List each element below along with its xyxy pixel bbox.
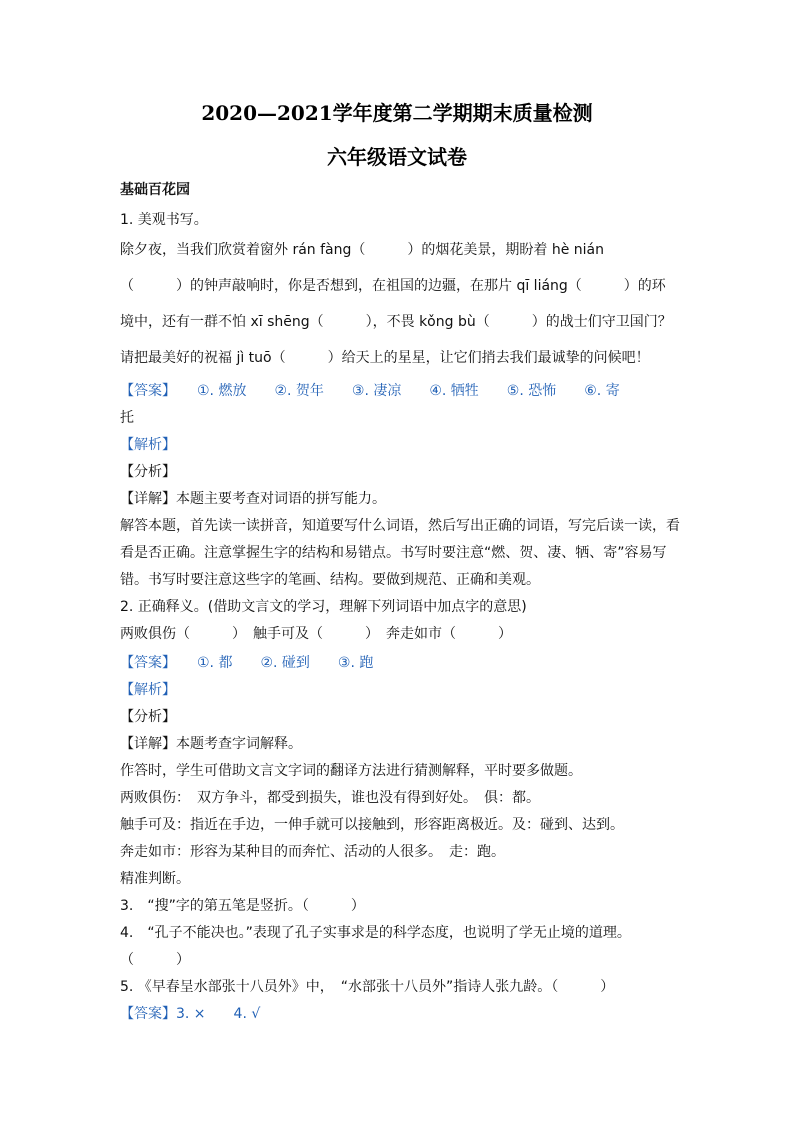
exam-subtitle: 六年级语文试卷 (327, 145, 467, 169)
q1-text-line: 境中，还有一群不怕 xī shēng（ ），不畏 kǒng bù（ ）的战士们守卫国门？ (120, 314, 672, 330)
q1-answer: 【答案】 ①. 燃放 ②. 贺年 ③. 凄凉 ④. 牺牲 ⑤. 恐怖 ⑥. 寄 (120, 383, 620, 399)
question-4-blank: （ ） (120, 952, 190, 968)
q1-detail-line: 看是否正确。注意掌握生字的结构和易错点。书写时要注意“燃、贺、凄、牺、寄”容易写 (120, 545, 667, 561)
q3-5-answer: 【答案】3. × 4. √ (120, 1006, 261, 1022)
q1-detail-line: 解答本题，首先读一读拼音，知道要写什么词语，然后写出正确的词语，写完后读一读，看 (120, 518, 680, 534)
exam-title: 2020—2021学年度第二学期期末质量检测 (201, 101, 593, 125)
q2-conclusion: 精准判断。 (120, 871, 190, 887)
q2-detail: 【详解】本题考查字词解释。 (120, 736, 302, 752)
q1-detail-line: 错。书写时要注意这些字的笔画、结构。要做到规范、正确和美观。 (120, 572, 540, 588)
q2-detail-line: 奔走如市：形容为某种目的而奔忙、活动的人很多。 走：跑。 (120, 844, 505, 860)
q2-detail-line: 触手可及：指近在手边，一伸手就可以接触到，形容距离极近。及：碰到、达到。 (120, 817, 624, 833)
question-2-title: 2. 正确释义。(借助文言文的学习，理解下列词语中加点字的意思) (120, 599, 527, 615)
q1-detail: 【详解】本题主要考查对词语的拼写能力。 (120, 491, 386, 507)
q1-fenxi-label: 【分析】 (120, 464, 176, 480)
q1-text-line: （ ）的钟声敲响时，你是否想到，在祖国的边疆，在那片 qī liáng（ ）的环 (120, 278, 666, 294)
section-heading: 基础百花园 (120, 182, 190, 198)
question-1-title: 1. 美观书写。 (120, 212, 208, 228)
q2-detail-line: 两败俱伤： 双方争斗，都受到损失，谁也没有得到好处。 俱：都。 (120, 790, 540, 806)
q2-items: 两败俱伤（ ） 触手可及（ ） 奔走如市（ ） (120, 626, 512, 642)
q2-answer: 【答案】 ①. 都 ②. 碰到 ③. 跑 (120, 655, 374, 671)
q2-detail-line: 作答时，学生可借助文言文字词的翻译方法进行猜测解释，平时要多做题。 (120, 763, 582, 779)
q2-analysis-label: 【解析】 (120, 682, 176, 698)
q1-analysis-label: 【解析】 (120, 437, 176, 453)
q1-text-line: 请把最美好的祝福 jì tuō（ ）给天上的星星，让它们捎去我们最诚挚的问候吧！ (120, 350, 650, 366)
q2-fenxi-label: 【分析】 (120, 709, 176, 725)
question-4: 4. “孔子不能决也。”表现了孔子实事求是的科学态度，也说明了学无止境的道理。 (120, 925, 631, 941)
q1-text-line: 除夕夜，当我们欣赏着窗外 rán fàng（ ）的烟花美景，期盼着 hè nián (120, 242, 604, 258)
q1-answer-continued: 托 (120, 410, 134, 426)
question-5: 5. 《早春呈水部张十八员外》中， “水部张十八员外”指诗人张九龄。（ ） (120, 979, 615, 995)
question-3: 3. “搜”字的第五笔是竖折。（ ） (120, 898, 365, 914)
